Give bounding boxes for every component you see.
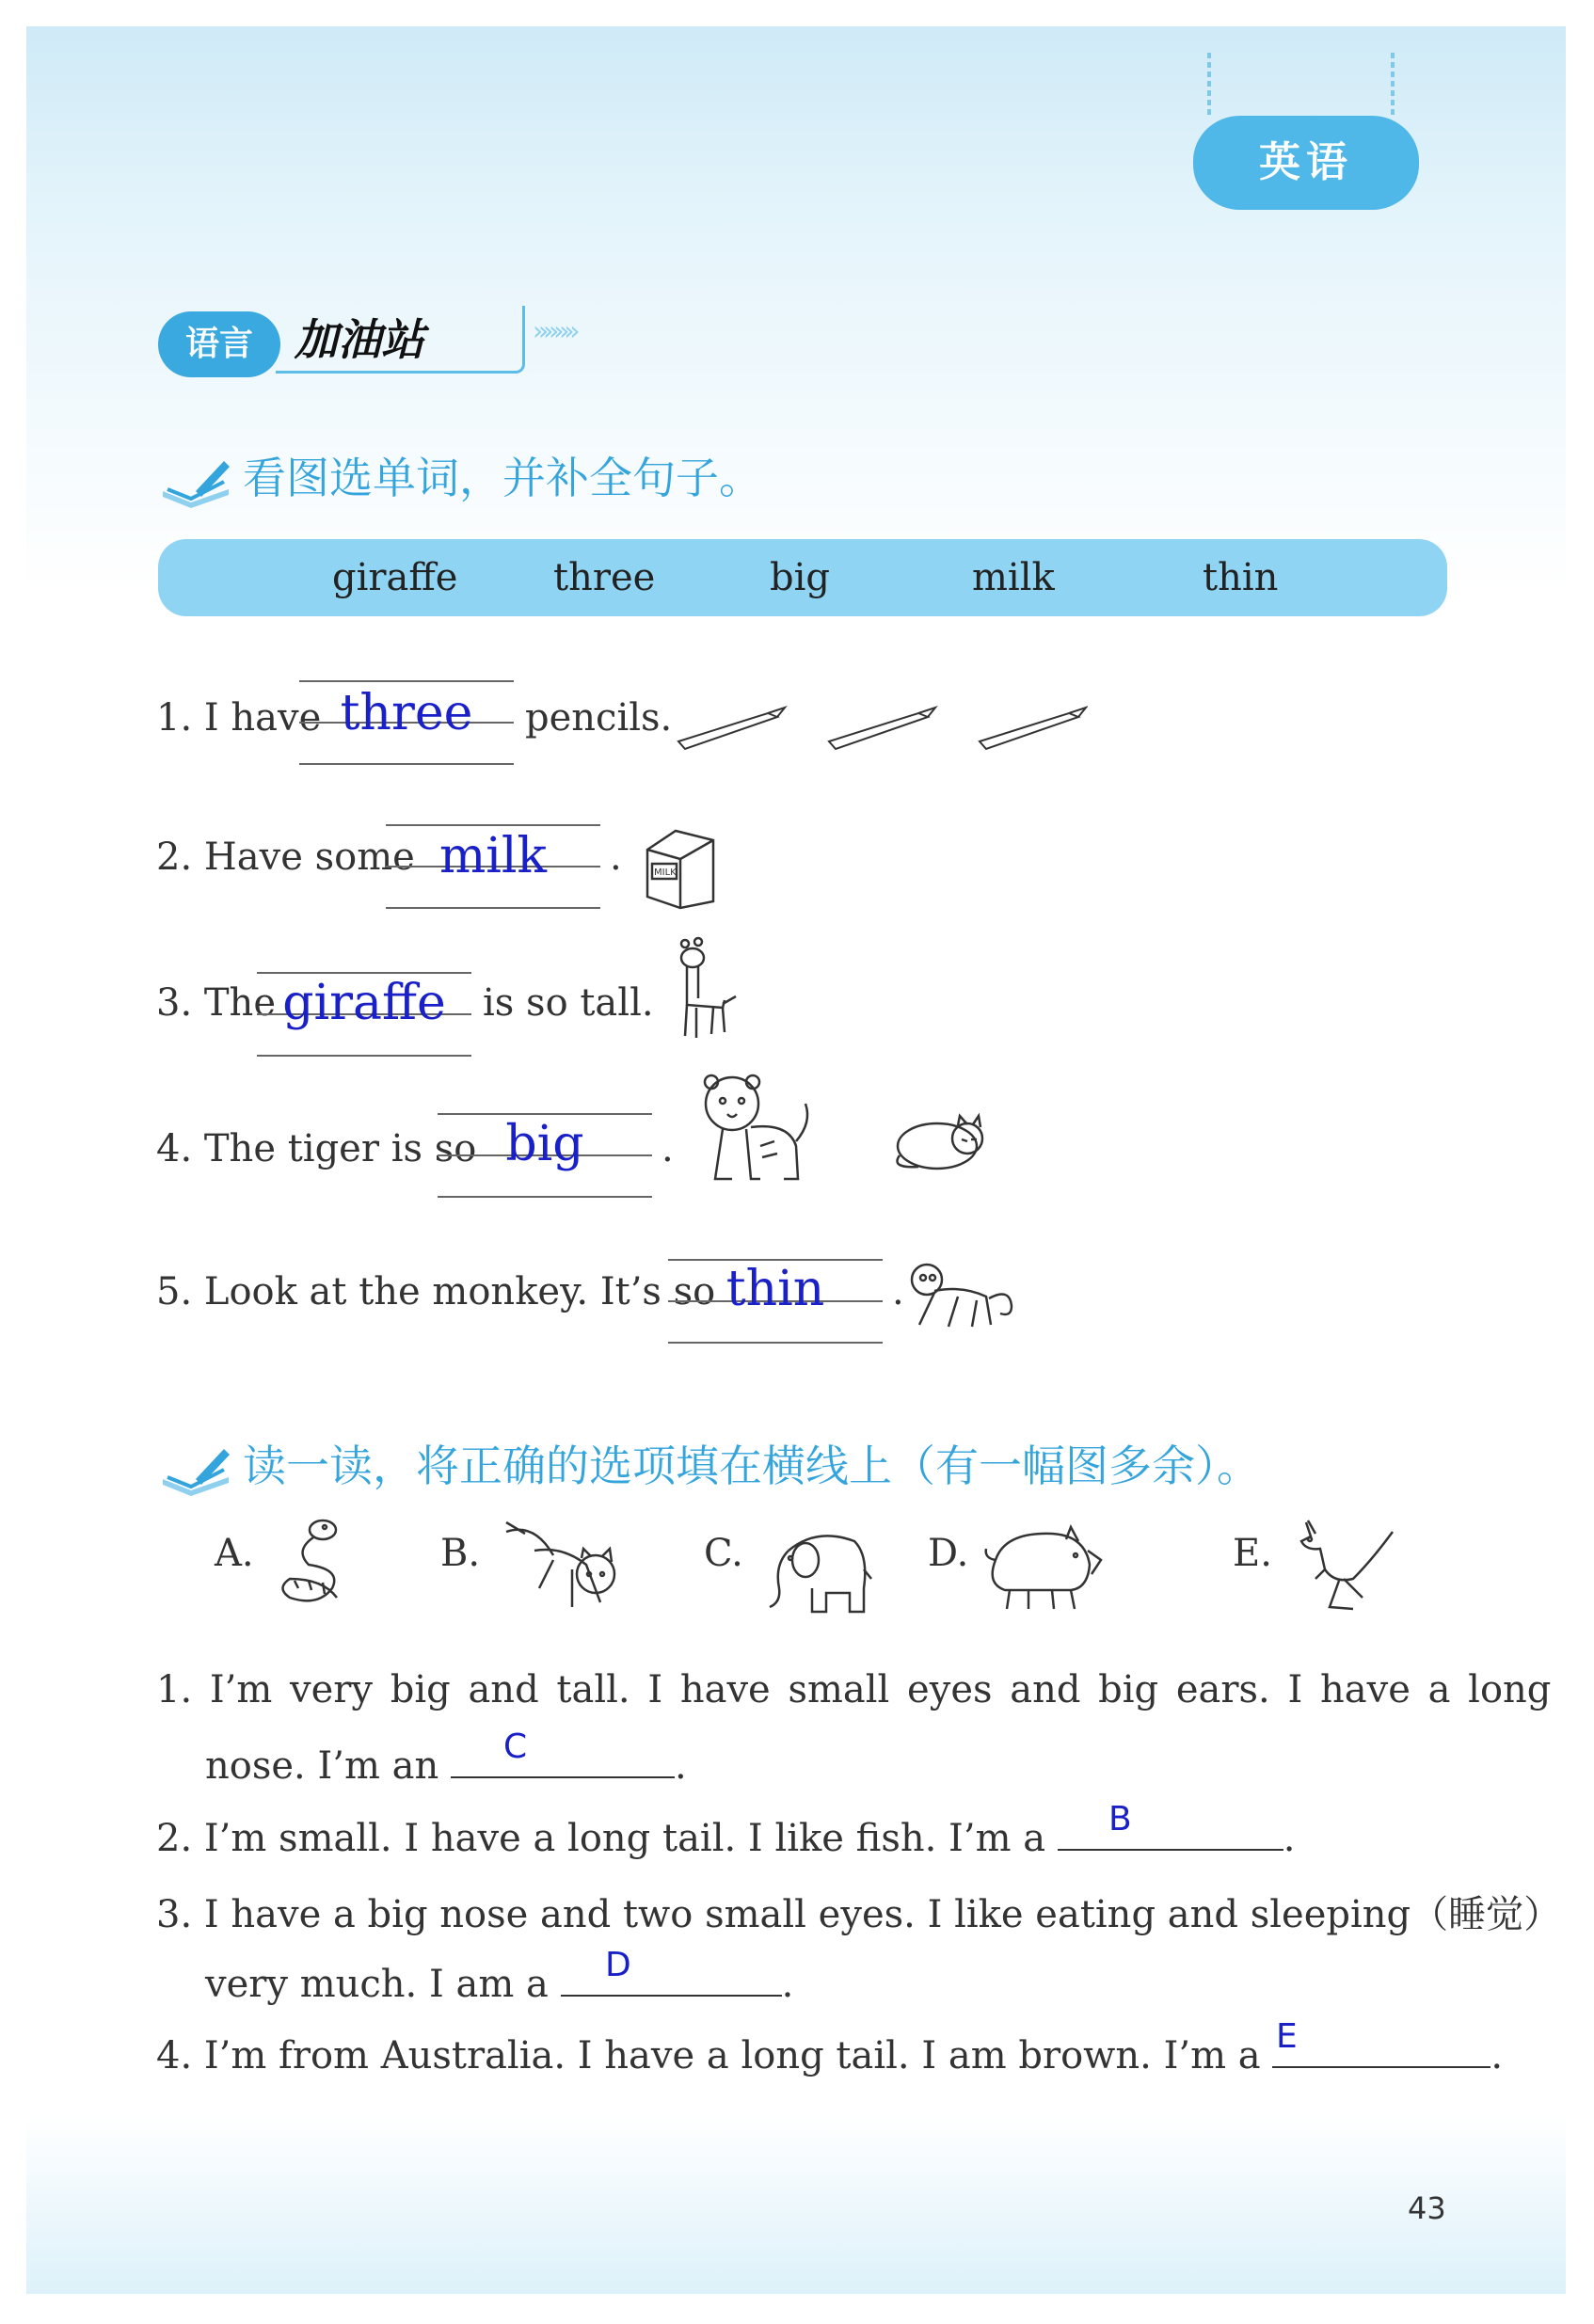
milk-carton-icon [638, 821, 723, 911]
word-bank [158, 539, 1447, 616]
option-letter-b: B. [440, 1532, 481, 1575]
banner-badge: 语言 [158, 311, 280, 377]
tag-chain-left [1207, 53, 1211, 119]
cat-sleeping-icon [890, 1108, 994, 1174]
part1-q4-answer: big [505, 1116, 584, 1172]
part2-q4-text: 4. I’m from Australia. I have a long tail. I am brown. I’m a [156, 2034, 1261, 2077]
snake-icon [266, 1513, 360, 1616]
part2-q1-line2-text: nose. I’m an [205, 1744, 439, 1788]
kangaroo-icon [1287, 1513, 1400, 1616]
part1-q5-suffix: . [892, 1270, 904, 1313]
part1-q5-prefix: 5. Look at the monkey. It’s so [156, 1270, 716, 1313]
tiger-icon [694, 1071, 817, 1188]
elephant-icon [760, 1522, 873, 1616]
part2-q3-line2-text: very much. I am a [205, 1963, 549, 2006]
tag-chain-right [1391, 53, 1395, 119]
workbook-page [26, 26, 1566, 2294]
part1-q2-prefix: 2. Have some [156, 836, 415, 879]
part1-heading [158, 445, 762, 511]
part1-q2-answer: milk [438, 828, 548, 884]
part2-q3-line2 [205, 1957, 793, 2006]
word-bank-item: giraffe [332, 556, 458, 599]
part2-q3-blank[interactable] [561, 1957, 782, 1997]
part2-q1-blank[interactable] [451, 1739, 675, 1778]
part1-q3-answer: giraffe [282, 975, 446, 1031]
giraffe-icon [666, 934, 741, 1043]
part1-q3-suffix: is so tall. [483, 981, 654, 1025]
part2-q3-answer: D [605, 1946, 631, 1984]
part2-q3-end: . [781, 1963, 794, 2006]
part1-q1-answer: three [340, 685, 473, 741]
part1-q4-suffix: . [662, 1127, 674, 1170]
part1-q1-prefix: 1. I have [156, 696, 322, 740]
banner-arrows: »»»» [533, 315, 575, 346]
option-letter-d: D. [928, 1532, 969, 1575]
option-letter-c: C. [704, 1532, 743, 1575]
part2-q2-blank[interactable] [1058, 1811, 1283, 1851]
part1-q4-prefix: 4. The tiger is so [156, 1127, 477, 1170]
pig-icon [977, 1522, 1108, 1616]
word-bank-item: milk [972, 556, 1055, 599]
option-letter-a: A. [215, 1532, 254, 1575]
monkey-icon [906, 1259, 1019, 1334]
page-number: 43 [1408, 2190, 1446, 2226]
word-bank-item: thin [1203, 556, 1279, 599]
option-letter-e: E. [1233, 1532, 1272, 1575]
book-pen-icon [158, 1441, 233, 1498]
section-banner [158, 294, 575, 379]
part2-q2-answer: B [1108, 1800, 1132, 1839]
part1-q2-suffix: . [610, 836, 622, 879]
part2-q4-blank[interactable] [1272, 2029, 1490, 2068]
word-bank-item: big [770, 556, 831, 599]
part1-q3-prefix: 3. The [156, 981, 276, 1025]
part1-heading-text: 看图选单词，并补全句子。 [243, 453, 762, 503]
book-pen-icon [158, 454, 233, 510]
part2-q1-end: . [674, 1744, 687, 1788]
part2-q2-end: . [1283, 1817, 1296, 1860]
part2-q3-line1: 3. I have a big nose and two small eyes. I like eating and sleeping（睡觉） [156, 1893, 1562, 1936]
part2-q4-answer: E [1276, 2017, 1298, 2056]
part2-heading [158, 1433, 1260, 1499]
part1-q5-answer: thin [725, 1261, 825, 1317]
part1-q1-suffix: pencils. [525, 696, 673, 740]
cat-icon [497, 1513, 629, 1616]
part2-heading-text: 读一读，将正确的选项填在横线上（有一幅图多余）。 [243, 1441, 1260, 1491]
part2-q4-line1 [156, 2029, 1503, 2077]
subject-tag: 英语 [1193, 116, 1419, 210]
word-bank-item: three [553, 556, 656, 599]
part2-q1-answer: C [503, 1727, 528, 1766]
part2-q4-end: . [1490, 2034, 1504, 2077]
banner-title: 加油站 [276, 306, 525, 374]
part2-q2-text: 2. I’m small. I have a long tail. I like fish. I’m a [156, 1817, 1046, 1860]
milk-label: MILK [654, 868, 677, 878]
part2-q1-line1: 1. I’m very big and tall. I have small eyes and big ears. I have a long [156, 1668, 1552, 1711]
pencil-icon [674, 696, 1088, 753]
part2-q1-line2 [205, 1739, 687, 1788]
